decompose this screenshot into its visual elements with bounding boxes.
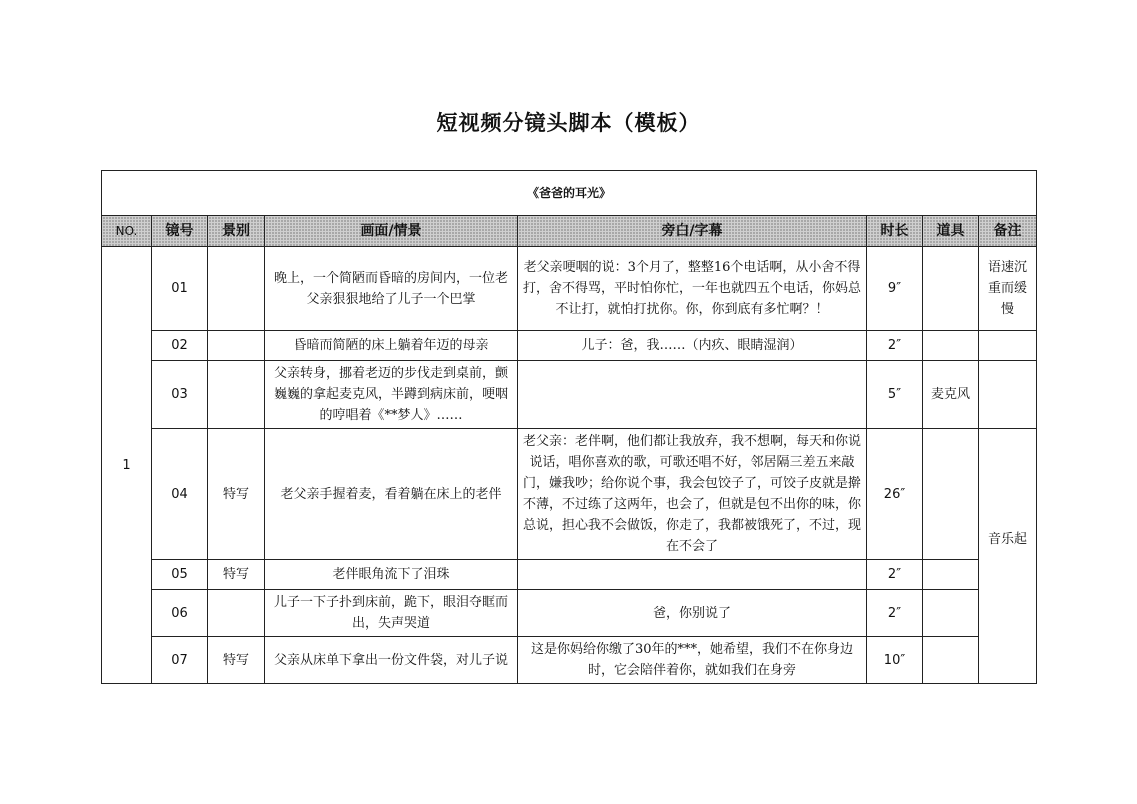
shot-number: 04	[152, 429, 208, 560]
duration: 10″	[867, 637, 923, 684]
narration-text	[518, 560, 867, 590]
props	[923, 331, 979, 361]
table-row	[102, 429, 1037, 560]
script-subtitle: 《爸爸的耳光》	[102, 171, 1037, 216]
props	[923, 637, 979, 684]
duration: 9″	[867, 247, 923, 331]
header-props: 道具	[923, 216, 979, 247]
table-row	[102, 331, 1037, 361]
shot-scale: 特写	[208, 560, 265, 590]
duration: 26″	[867, 429, 923, 560]
shot-scale: 特写	[208, 429, 265, 560]
shot-number: 03	[152, 361, 208, 429]
scene-description: 晚上，一个简陋而昏暗的房间内，一位老父亲狠狠地给了儿子一个巴掌	[265, 247, 518, 331]
props	[923, 560, 979, 590]
shot-scale	[208, 361, 265, 429]
narration-text: 爸，你别说了	[518, 590, 867, 637]
shot-scale	[208, 590, 265, 637]
table-row	[102, 361, 1037, 429]
table-row	[102, 637, 1037, 684]
shot-number: 06	[152, 590, 208, 637]
header-notes: 备注	[979, 216, 1037, 247]
shot-scale	[208, 247, 265, 331]
scene-description: 儿子一下子扑到床前，跪下，眼泪夺眶而出，失声哭道	[265, 590, 518, 637]
duration: 2″	[867, 560, 923, 590]
narration-text: 老父亲哽咽的说：3个月了，整整16个电话啊，从小舍不得打，舍不得骂，平时怕你忙，一年也就四五个电话，你妈总不让打，就怕打扰你。你，你到底有多忙啊？！	[518, 247, 867, 331]
header-scene: 画面/情景	[265, 216, 518, 247]
header-duration: 时长	[867, 216, 923, 247]
table-row	[102, 560, 1037, 590]
note	[979, 361, 1037, 429]
shot-number: 01	[152, 247, 208, 331]
props	[923, 247, 979, 331]
storyboard-table	[101, 170, 1037, 684]
note: 语速沉重而缓慢	[979, 247, 1037, 331]
narration-text: 这是你妈给你缴了30年的***，她希望，我们不在你身边时，它会陪伴着你，就如我们在身旁	[518, 637, 867, 684]
shot-number: 05	[152, 560, 208, 590]
group-number: 1	[102, 247, 152, 684]
table-row	[102, 247, 1037, 331]
table-row	[102, 590, 1037, 637]
shot-number: 07	[152, 637, 208, 684]
narration-text	[518, 361, 867, 429]
scene-description: 父亲转身，挪着老迈的步伐走到桌前，颤巍巍的拿起麦克风，半蹲到病床前，哽咽的哼唱着《**梦人》……	[265, 361, 518, 429]
shot-scale	[208, 331, 265, 361]
scene-description: 昏暗而简陋的床上躺着年迈的母亲	[265, 331, 518, 361]
narration-text: 老父亲：老伴啊，他们都让我放弃，我不想啊，每天和你说说话，唱你喜欢的歌，可歌还唱不好，邻居隔三差五来敲门，嫌我吵；给你说个事，我会包饺子了，可饺子皮就是擀不薄，不过练了这两年，也会了，但就是包不出你的味，你总说，担心我不会做饭，你走了，我都被饿死了，不过，现在不会了	[518, 429, 867, 560]
note-merged: 音乐起	[979, 429, 1037, 684]
header-scale: 景别	[208, 216, 265, 247]
scene-description: 老伴眼角流下了泪珠	[265, 560, 518, 590]
scene-description: 老父亲手握着麦，看着躺在床上的老伴	[265, 429, 518, 560]
duration: 2″	[867, 331, 923, 361]
props	[923, 429, 979, 560]
header-shot: 镜号	[152, 216, 208, 247]
note	[979, 331, 1037, 361]
scene-description: 父亲从床单下拿出一份文件袋，对儿子说	[265, 637, 518, 684]
props: 麦克风	[923, 361, 979, 429]
document-title: 短视频分镜头脚本（模板）	[436, 111, 701, 135]
shot-number: 02	[152, 331, 208, 361]
header-narration: 旁白/字幕	[518, 216, 867, 247]
duration: 5″	[867, 361, 923, 429]
duration: 2″	[867, 590, 923, 637]
header-row	[102, 216, 1037, 247]
shot-scale: 特写	[208, 637, 265, 684]
header-no: NO.	[102, 216, 152, 247]
props	[923, 590, 979, 637]
narration-text: 儿子：爸，我……（内疚、眼睛湿润）	[518, 331, 867, 361]
